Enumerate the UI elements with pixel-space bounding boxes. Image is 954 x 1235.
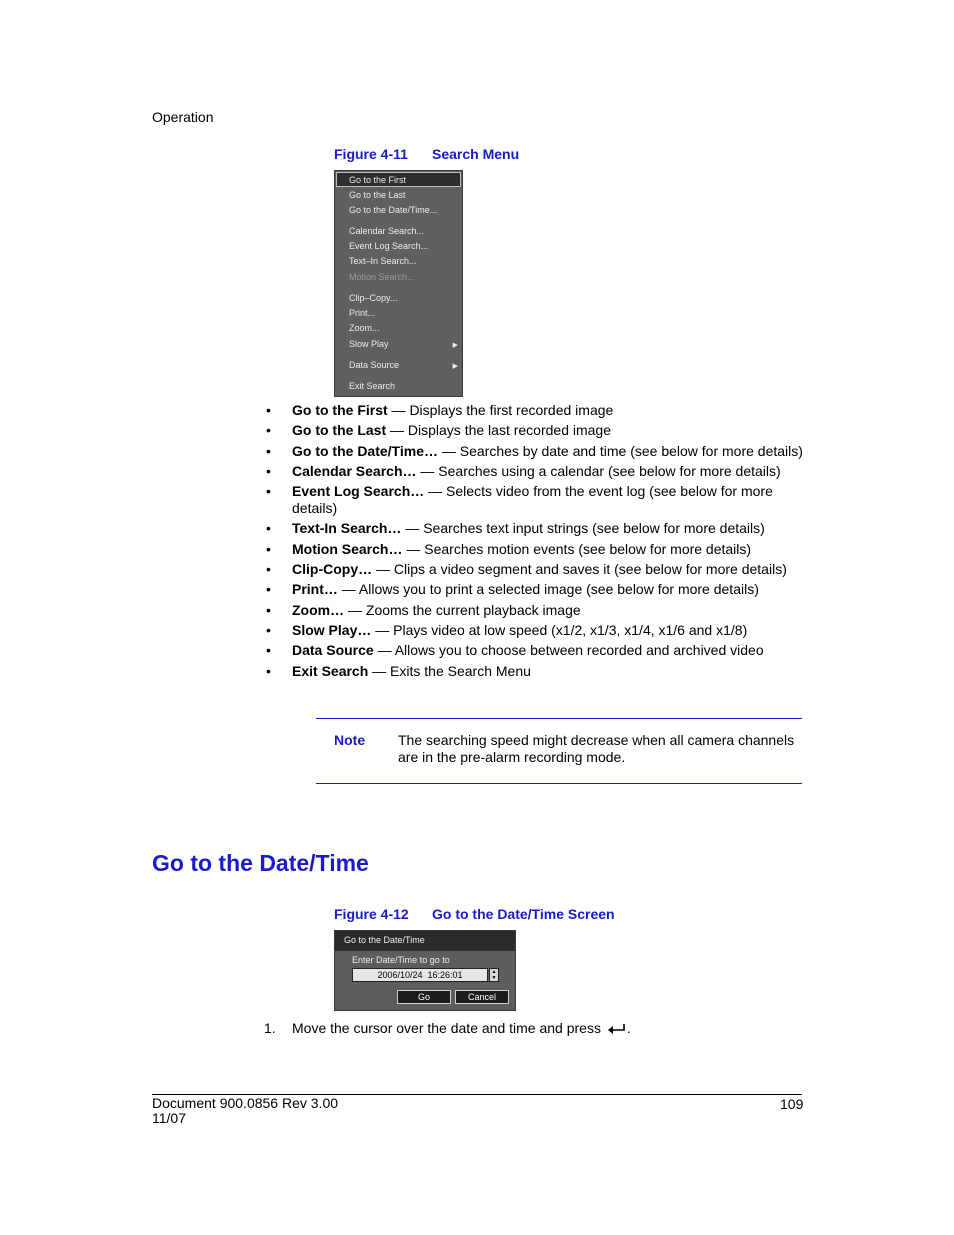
running-header: Operation: [152, 109, 214, 125]
term: Go to the Last: [292, 422, 387, 439]
figure-4-11-caption: [334, 146, 519, 162]
menu-item-slow-play[interactable]: Slow Play: [349, 339, 389, 349]
step-1: [264, 1020, 631, 1036]
bullet: •: [266, 581, 271, 598]
bullet: •: [266, 442, 271, 459]
list-item: [266, 581, 806, 598]
spin-down-icon[interactable]: ▼: [491, 975, 497, 981]
step-text: Move the cursor over the date and time and press: [292, 1020, 601, 1036]
list-item: [266, 663, 806, 680]
menu-item-zoom[interactable]: Zoom...: [349, 323, 380, 333]
term: Slow Play…: [292, 621, 372, 638]
figure-4-12-caption: [334, 906, 615, 922]
description: — Clips a video segment and saves it (see below for more details): [372, 561, 787, 578]
bullet: •: [266, 642, 271, 659]
menu-description-list: [266, 402, 806, 683]
menu-item-motion-search: Motion Search...: [349, 272, 415, 282]
enter-key-icon: [607, 1023, 627, 1035]
go-to-date-time-dialog: [334, 930, 516, 1011]
date-time-spinner[interactable]: [489, 968, 499, 982]
menu-item-event-log-search[interactable]: Event Log Search...: [349, 241, 429, 251]
menu-item-go-to-first[interactable]: Go to the First: [349, 175, 407, 185]
term: Calendar Search…: [292, 462, 417, 479]
description: — Allows you to print a selected image (see below for more details): [337, 581, 759, 598]
menu-item-go-to-date-time[interactable]: Go to the Date/Time...: [349, 205, 438, 215]
term: Zoom…: [292, 601, 345, 618]
term: Motion Search…: [292, 540, 403, 557]
description: — Searches motion events (see below for more details): [402, 540, 752, 557]
bullet: •: [266, 540, 271, 557]
document-date: 11/07: [152, 1110, 186, 1126]
step-end: .: [626, 1020, 631, 1036]
bullet: •: [266, 662, 271, 679]
list-item: [266, 622, 806, 639]
dialog-title: Go to the Date/Time: [344, 935, 425, 945]
term: Go to the First: [292, 402, 388, 418]
step-number: 1.: [264, 1020, 276, 1036]
search-menu: [334, 170, 463, 397]
list-item: [266, 463, 806, 480]
date-time-field[interactable]: 2006/10/24 16:26:01: [352, 968, 488, 982]
menu-item-print[interactable]: Print...: [349, 308, 376, 318]
menu-item-go-to-last[interactable]: Go to the Last: [349, 190, 406, 200]
cancel-button[interactable]: Cancel: [455, 990, 509, 1004]
menu-item-exit-search[interactable]: Exit Search: [349, 381, 396, 391]
term: Go to the Date/Time…: [292, 442, 438, 459]
note-text: The searching speed might decrease when all camera channels are in the pre-alarm recording mode.: [398, 732, 795, 765]
term: Clip-Copy…: [292, 561, 373, 578]
spin-up-icon[interactable]: ▲: [491, 969, 497, 975]
figure-title: Go to the Date/Time Screen: [432, 906, 615, 922]
bullet: •: [266, 462, 271, 479]
note-bottom-rule: [316, 783, 802, 784]
term: Data Source: [292, 642, 374, 659]
description: — Plays video at low speed (x1/2, x1/3, x1/4, x1/6 and x1/8): [371, 621, 748, 638]
menu-item-clip-copy[interactable]: Clip–Copy...: [349, 293, 398, 303]
section-heading: Go to the Date/Time: [152, 850, 369, 876]
figure-number: Figure 4-12: [334, 906, 409, 922]
list-item: [266, 541, 806, 558]
list-item: [266, 642, 806, 659]
list-item: [266, 422, 806, 439]
description: — Zooms the current playback image: [344, 601, 581, 618]
description: — Displays the first recorded image: [387, 402, 614, 418]
term: Print…: [292, 581, 338, 598]
list-item: [266, 602, 806, 619]
list-item: [266, 520, 806, 537]
list-item: [266, 483, 806, 517]
figure-title: Search Menu: [432, 146, 520, 162]
description: — Exits the Search Menu: [368, 662, 531, 679]
note-label: Note: [334, 732, 366, 748]
bullet: •: [266, 520, 271, 537]
menu-item-data-source[interactable]: Data Source: [349, 360, 400, 370]
bullet: •: [266, 402, 271, 418]
submenu-arrow-icon: ▶: [452, 342, 458, 349]
term: Exit Search: [292, 662, 369, 679]
page-number: 109: [780, 1096, 804, 1112]
description: — Displays the last recorded image: [386, 422, 611, 439]
description: — Selects video from the event log (see below for more details): [292, 483, 773, 517]
go-button[interactable]: Go: [397, 990, 451, 1004]
bullet: •: [266, 483, 271, 500]
list-item: [266, 443, 806, 460]
figure-number: Figure 4-11: [334, 146, 408, 162]
description: — Searches by date and time (see below for more details): [437, 442, 803, 459]
date-time-prompt: Enter Date/Time to go to: [352, 955, 450, 965]
description: — Searches using a calendar (see below for more details): [416, 462, 781, 479]
note-top-rule: [316, 718, 802, 719]
term: Text-In Search…: [292, 520, 402, 537]
term: Event Log Search…: [292, 483, 425, 500]
menu-item-calendar-search[interactable]: Calendar Search...: [349, 226, 425, 236]
list-item: [266, 402, 806, 419]
description: — Searches text input strings (see below for more details): [401, 520, 765, 537]
bullet: •: [266, 561, 271, 578]
document-number: Document 900.0856 Rev 3.00: [152, 1095, 339, 1111]
submenu-arrow-icon: ▶: [452, 363, 458, 370]
bullet: •: [266, 621, 271, 638]
list-item: [266, 561, 806, 578]
bullet: •: [266, 601, 271, 618]
menu-item-text-in-search[interactable]: Text–In Search...: [349, 256, 417, 266]
description: — Allows you to choose between recorded and archived video: [373, 642, 764, 659]
footer-left: [152, 1096, 338, 1126]
bullet: •: [266, 422, 271, 439]
